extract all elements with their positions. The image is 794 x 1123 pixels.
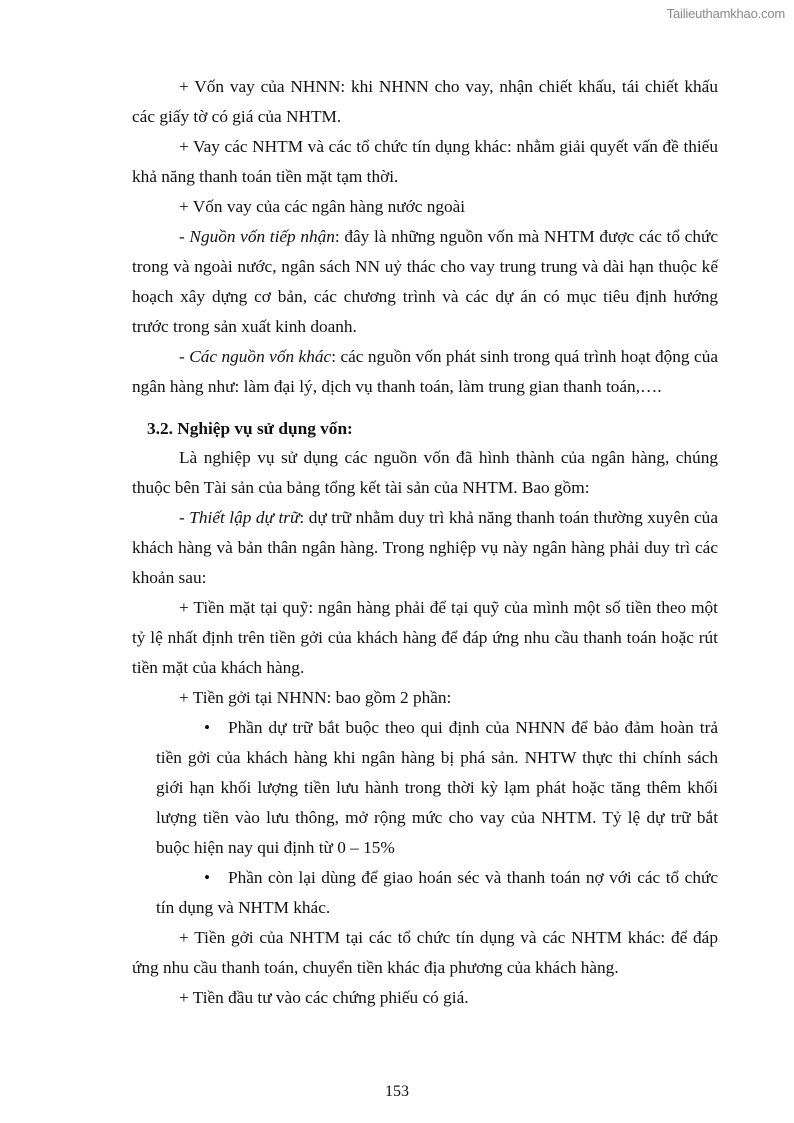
page-number: 153 xyxy=(385,1083,409,1100)
paragraph-securities: + Tiền đầu tư vào các chứng phiếu có giá. xyxy=(179,988,469,1007)
paragraph-reserves xyxy=(132,503,718,593)
bullet-icon: • xyxy=(204,868,211,887)
bullet-item-remaining xyxy=(156,863,718,923)
term-received-funds: Nguồn vốn tiếp nhận xyxy=(189,227,335,246)
definition-text: : các nguồn vốn phát sinh trong quá trình hoạt động của ngân hàng như: làm đại lý, dịch vụ thanh toán, làm trung gian thanh toán,…. xyxy=(132,347,719,396)
paragraph-foreign-loans: + Vốn vay của các ngân hàng nước ngoài xyxy=(179,197,466,216)
definition-text: : dự trữ nhằm duy trì khả năng thanh toán thường xuyên của khách hàng và bản thân ngân hàng. Trong nghiệp vụ này ngân hàng phải duy trì các khoản sau: xyxy=(132,508,718,587)
dash: - xyxy=(179,347,190,366)
dash: - xyxy=(179,227,190,246)
document-body xyxy=(132,72,718,1013)
paragraph-received-funds xyxy=(132,222,718,342)
term-reserves: Thiết lập dự trữ xyxy=(189,508,300,527)
section-heading: 3.2. Nghiệp vụ sử dụng vốn: xyxy=(147,419,353,438)
paragraph-nhnn-loans: + Vốn vay của NHNN: khi NHNN cho vay, nhận chiết khấu, tái chiết khấu các giấy tờ có giá của NHTM. xyxy=(132,77,718,126)
paragraph-cash-on-hand: + Tiền mặt tại quỹ: ngân hàng phải để tại quỹ của mình một số tiền theo một tỷ lệ nhất định trên tiền gởi của khách hàng để đáp ứng nhu cầu thanh toán hoặc rút tiền mặt của khách hàng. xyxy=(132,598,718,677)
bullet-icon: • xyxy=(204,718,211,737)
term-other-funds: Các nguồn vốn khác xyxy=(189,347,332,366)
definition-text: : đây là những nguồn vốn mà NHTM được các tổ chức trong và ngoài nước, ngân sách NN uỷ thác cho vay trung trung và dài hạn thuộc kế hoạch xây dựng cơ bản, các chương trình và các dự án có mục tiêu định hướng trước trong sản xuất kinh doanh. xyxy=(132,227,718,336)
paragraph-deposits-nhnn: + Tiền gởi tại NHNN: bao gồm 2 phần: xyxy=(179,688,452,707)
paragraph-intro: Là nghiệp vụ sử dụng các nguồn vốn đã hình thành của ngân hàng, chúng thuộc bên Tài sản của bảng tổng kết tài sản của NHTM. Bao gồm: xyxy=(132,448,718,497)
dash: - xyxy=(179,508,190,527)
bullet-item-required-reserve xyxy=(156,713,718,863)
paragraph-interbank-loans: + Vay các NHTM và các tổ chức tín dụng khác: nhằm giải quyết vấn đề thiếu khả năng thanh toán tiền mặt tạm thời. xyxy=(132,137,718,186)
bullet-text: Phần còn lại dùng để giao hoán séc và thanh toán nợ với các tổ chức tín dụng và NHTM khác. xyxy=(156,868,718,917)
bullet-list xyxy=(156,713,718,923)
bullet-text: Phần dự trữ bắt buộc theo qui định của NHNN để bảo đảm hoàn trả tiền gởi của khách hàng khi ngân hàng bị phá sản. NHTW thực thi chính sách giới hạn khối lượng tiền lưu hành trong thời kỳ lạm phát hoặc tăng thêm khối lượng tiền vào lưu thông, mở rộng mức cho vay của NHTM. Tỷ lệ dự trữ bắt buộc hiện nay qui định từ 0 – 15% xyxy=(156,718,718,857)
watermark: Tailieuthamkhao.com xyxy=(666,6,785,21)
paragraph-interbank-deposits: + Tiền gởi của NHTM tại các tổ chức tín dụng và các NHTM khác: để đáp ứng nhu cầu thanh toán, chuyển tiền khác địa phương của khách hàng. xyxy=(132,928,718,977)
paragraph-other-funds xyxy=(132,342,718,402)
